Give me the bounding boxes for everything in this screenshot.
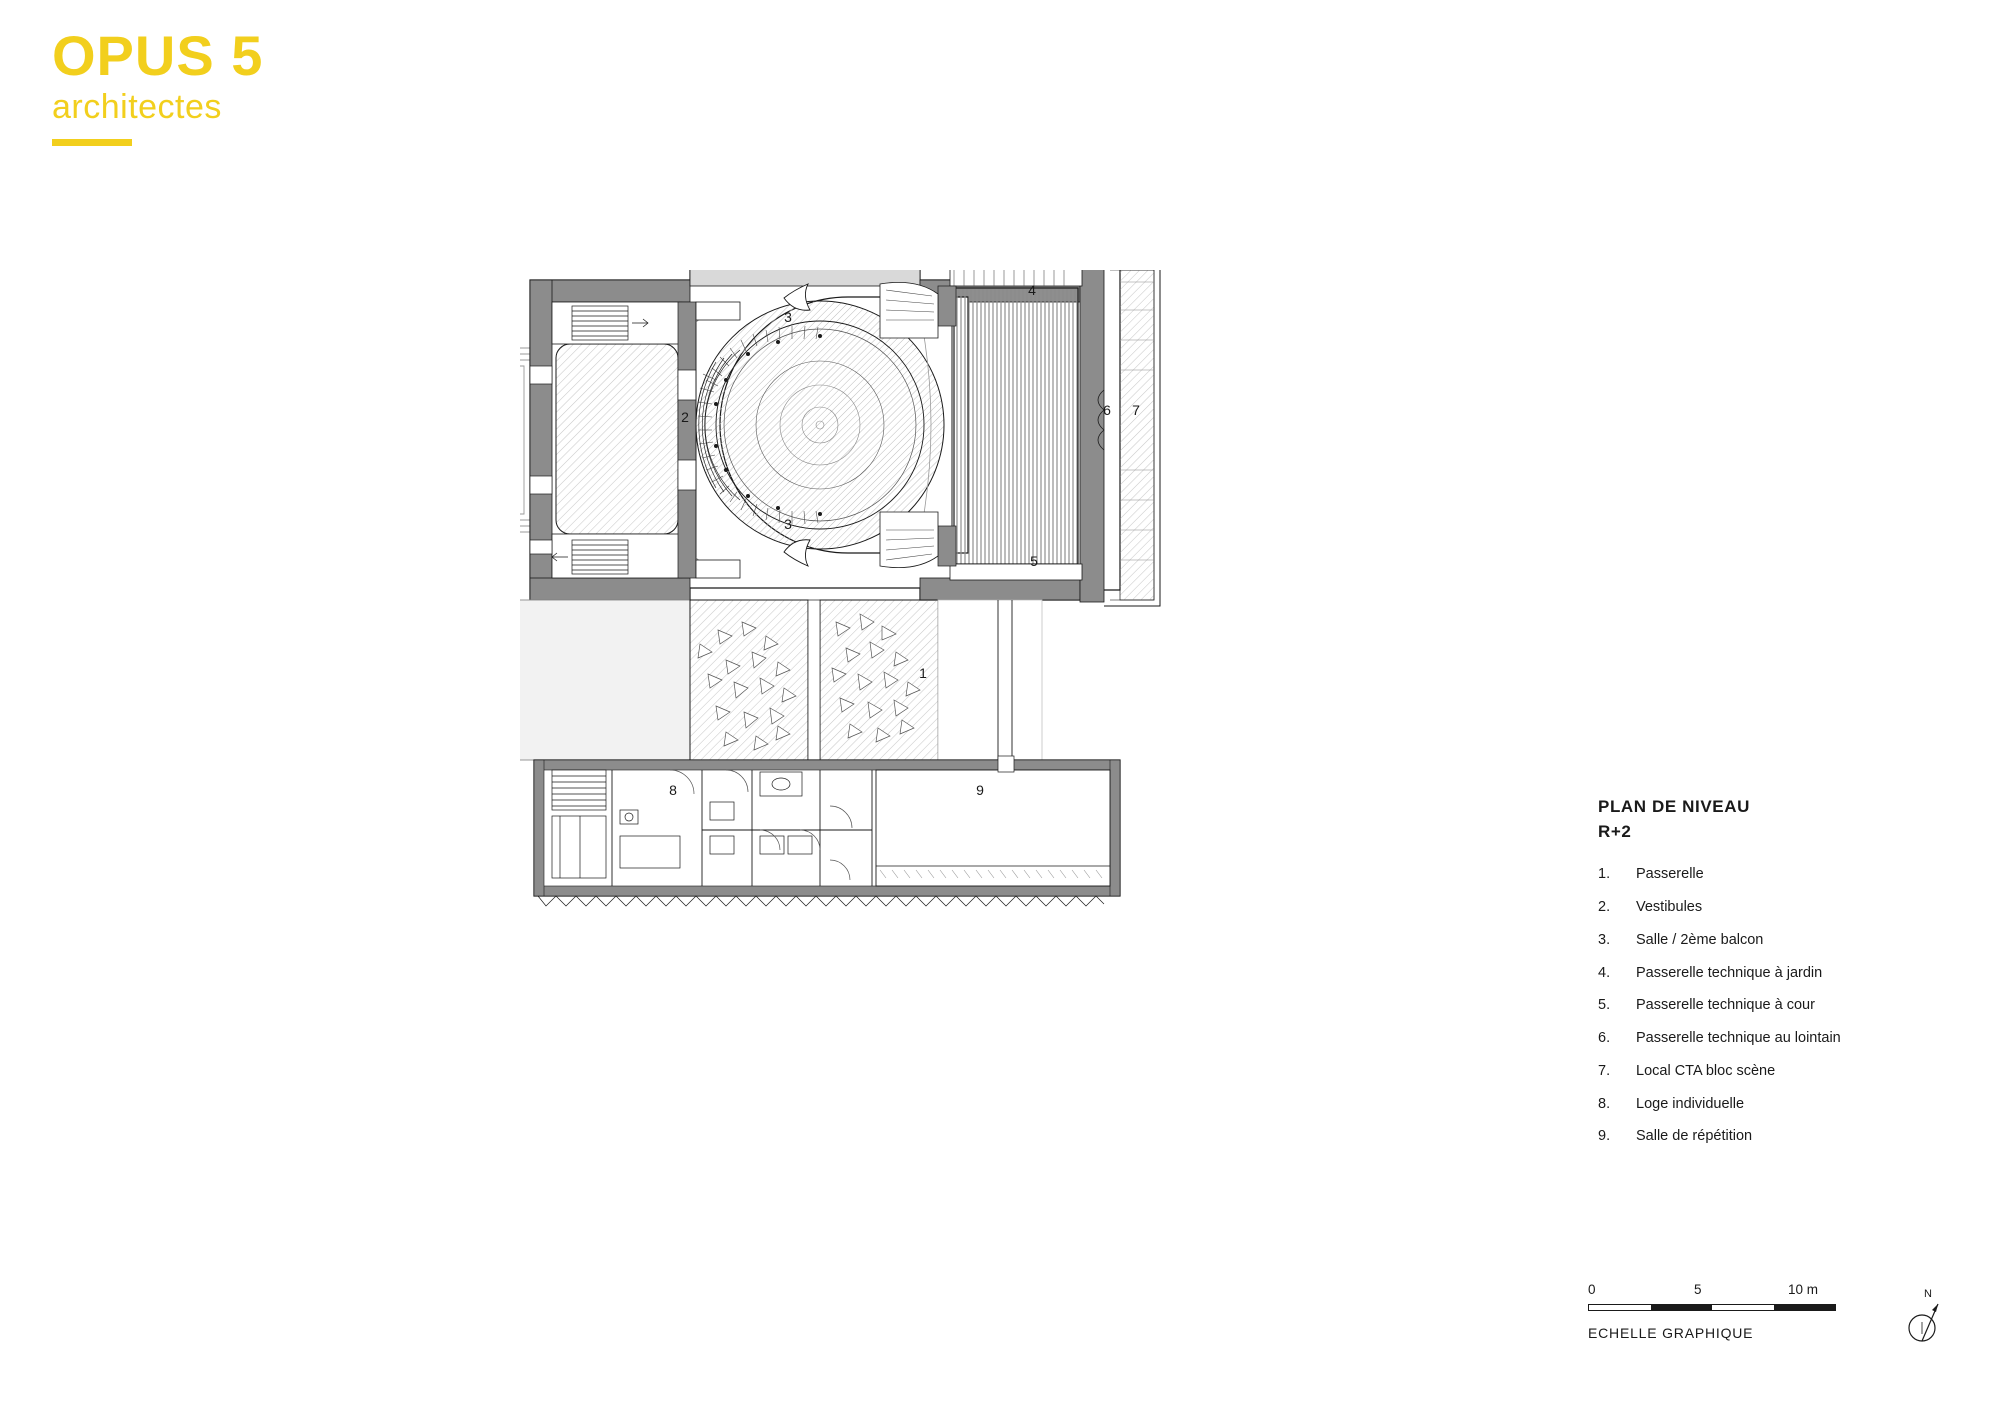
logo-title: OPUS 5 [52,24,264,87]
plan-room-number: 5 [1030,553,1038,569]
legend-panel [1598,795,1928,1159]
legend-item-number: 3. [1598,931,1611,948]
legend-item-number: 8. [1598,1095,1611,1112]
north-letter: N [1924,1288,1932,1300]
stage-gridiron [938,270,1082,580]
legend-item [1598,1061,1928,1083]
logo-underline-rule [52,139,132,146]
plan-room-number: 8 [669,782,677,798]
legend-item [1598,995,1928,1017]
legend-item-number: 9. [1598,1128,1611,1145]
plan-room-number: 3 [784,516,792,532]
roof-edge-detail [538,896,1104,906]
scale-bar-graphic [1588,1304,1836,1311]
legend-item [1598,897,1928,919]
plan-room-number: 2 [681,409,689,425]
plan-room-number: 3 [784,309,792,325]
legend-title-line1: PLAN DE NIVEAU [1598,797,1750,816]
legend-item-number: 4. [1598,964,1611,981]
scale-segment [1712,1305,1774,1310]
east-corridor [938,600,1042,774]
legend-item [1598,1126,1928,1148]
legend-item-label: Vestibules [1636,899,1703,916]
scale-segment [1774,1305,1836,1310]
legend-item-number: 5. [1598,997,1611,1014]
legend-item-number: 2. [1598,899,1611,916]
scale-mid-label: 5 [1694,1282,1702,1297]
scale-numbers [1588,1282,1848,1300]
graphic-scale [1588,1282,1848,1341]
legend-item [1598,930,1928,952]
scale-segment [1651,1305,1713,1310]
legend-item [1598,864,1928,886]
plan-room-number: 7 [1132,402,1140,418]
legend-item-number: 7. [1598,1062,1611,1079]
scale-segment [1589,1305,1651,1310]
north-arrow [1898,1288,1952,1350]
scale-end-label: 10 m [1788,1282,1819,1297]
legend-item-label: Passerelle technique à cour [1636,997,1815,1014]
terrace-block [520,600,690,760]
legend-title [1598,795,1928,844]
legend-item [1598,1094,1928,1116]
legend-item-label: Local CTA bloc scène [1636,1062,1776,1079]
logo-subtitle: architectes [52,88,222,126]
north-arrowhead [1932,1304,1938,1312]
legend-item [1598,963,1928,985]
lower-wing [534,756,1120,906]
plan-room-number: 9 [976,782,984,798]
legend-item-label: Passerelle technique à jardin [1636,964,1823,981]
legend-item-label: Passerelle technique au lointain [1636,1030,1841,1047]
technical-strip-east [1098,270,1160,606]
scale-start-label: 0 [1588,1282,1596,1297]
scale-caption: ECHELLE GRAPHIQUE [1588,1325,1754,1341]
legend-item-label: Salle / 2ème balcon [1636,931,1764,948]
plan-room-number: 6 [1103,402,1111,418]
legend-title-line2: R+2 [1598,821,1632,841]
legend-item-label: Salle de répétition [1636,1128,1753,1145]
plan-room-number: 1 [919,665,927,681]
floor-plan-drawing [520,270,1520,1170]
vestibule-rooms [530,302,696,578]
footbridge-blocks [690,600,938,760]
legend-item-number: 1. [1598,866,1611,883]
legend-item [1598,1028,1928,1050]
logo [52,24,352,146]
legend-item-label: Passerelle [1636,866,1704,883]
plan-room-number: 4 [1028,282,1036,298]
legend-list [1598,864,1928,1148]
legend-item-number: 6. [1598,1030,1611,1047]
legend-item-label: Loge individuelle [1636,1095,1745,1112]
